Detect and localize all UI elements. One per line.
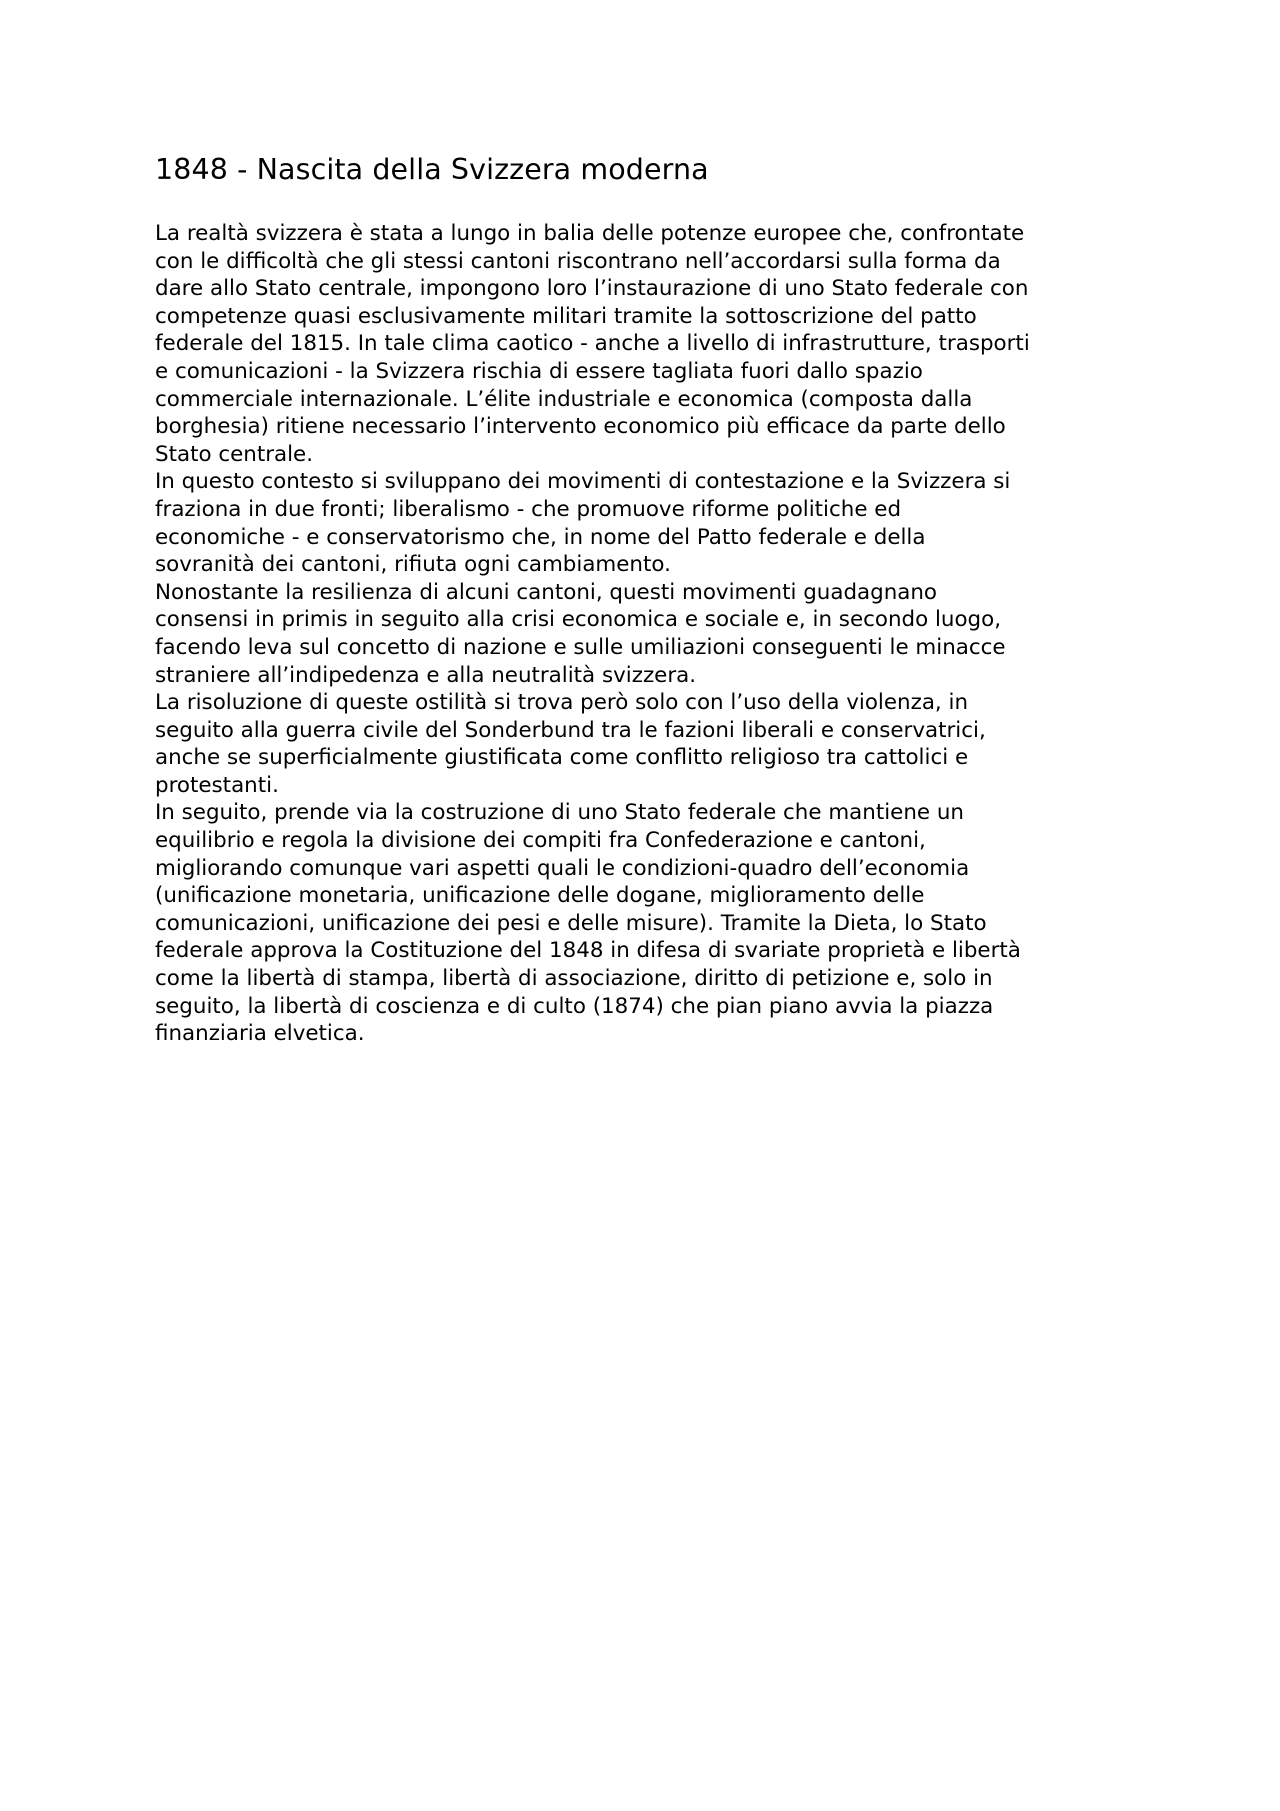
text-line: equilibrio e regola la divisione dei compiti fra Confederazione e cantoni, — [155, 828, 926, 854]
text-line: Stato centrale. — [155, 441, 314, 467]
paragraph — [155, 689, 1155, 799]
text-line: facendo leva sul concetto di nazione e sulle umiliazioni conseguenti le minacce — [155, 634, 1006, 660]
text-line: Nonostante la resilienza di alcuni cantoni, questi movimenti guadagnano — [155, 579, 938, 605]
paragraph — [155, 579, 1155, 689]
text-line: come la libertà di stampa, libertà di associazione, diritto di petizione e, solo in — [155, 966, 993, 992]
text-line: comunicazioni, unificazione dei pesi e delle misure). Tramite la Dieta, lo Stato — [155, 910, 987, 936]
text-line: consensi in primis in seguito alla crisi economica e sociale e, in secondo luogo, — [155, 607, 1002, 633]
text-line: (unificazione monetaria, unificazione delle dogane, miglioramento delle — [155, 883, 925, 909]
text-line: straniere all’indipedenza e alla neutralità svizzera. — [155, 662, 697, 688]
text-line: seguito alla guerra civile del Sonderbund tra le fazioni liberali e conservatrici, — [155, 717, 986, 743]
paragraph — [155, 220, 1155, 468]
document-body — [155, 220, 1155, 1048]
text-line: commerciale internazionale. L’élite industriale e economica (composta dalla — [155, 386, 973, 412]
text-line: protestanti. — [155, 772, 279, 798]
paragraph — [155, 799, 1155, 1047]
text-line: La realtà svizzera è stata a lungo in balia delle potenze europee che, confrontate — [155, 221, 1025, 246]
text-line: migliorando comunque vari aspetti quali le condizioni-quadro dell’economia — [155, 855, 970, 881]
text-line: borghesia) ritiene necessario l’intervento economico più efficace da parte dello — [155, 414, 1006, 440]
text-line: federale del 1815. In tale clima caotico - anche a livello di infrastrutture, trasporti — [155, 331, 1030, 357]
text-line: In seguito, prende via la costruzione di uno Stato federale che mantiene un — [155, 800, 964, 826]
text-line: La risoluzione di queste ostilità si trova però solo con l’uso della violenza, in — [155, 690, 969, 716]
document-title: 1848 - Nascita della Svizzera moderna — [155, 153, 709, 186]
text-line: e comunicazioni - la Svizzera rischia di essere tagliata fuori dallo spazio — [155, 358, 923, 384]
text-line: con le difficoltà che gli stessi cantoni riscontrano nell’accordarsi sulla forma da — [155, 248, 1001, 274]
text-line: finanziaria elvetica. — [155, 1021, 365, 1047]
text-line: fraziona in due fronti; liberalismo - che promuove riforme politiche ed — [155, 496, 902, 522]
text-line: In questo contesto si sviluppano dei movimenti di contestazione e la Svizzera si — [155, 469, 1011, 495]
text-line: dare allo Stato centrale, impongono loro l’instaurazione di uno Stato federale con — [155, 276, 1029, 302]
text-line: competenze quasi esclusivamente militari tramite la sottoscrizione del patto — [155, 303, 977, 329]
text-line: sovranità dei cantoni, rifiuta ogni cambiamento. — [155, 552, 671, 578]
text-line: economiche - e conservatorismo che, in nome del Patto federale e della — [155, 524, 926, 550]
text-line: anche se superficialmente giustificata come conflitto religioso tra cattolici e — [155, 745, 969, 771]
paragraph — [155, 468, 1155, 578]
text-line: seguito, la libertà di coscienza e di culto (1874) che pian piano avvia la piazza — [155, 993, 994, 1019]
text-line: federale approva la Costituzione del 1848 in difesa di svariate proprietà e libertà — [155, 938, 1021, 964]
document-page — [155, 152, 1155, 1048]
